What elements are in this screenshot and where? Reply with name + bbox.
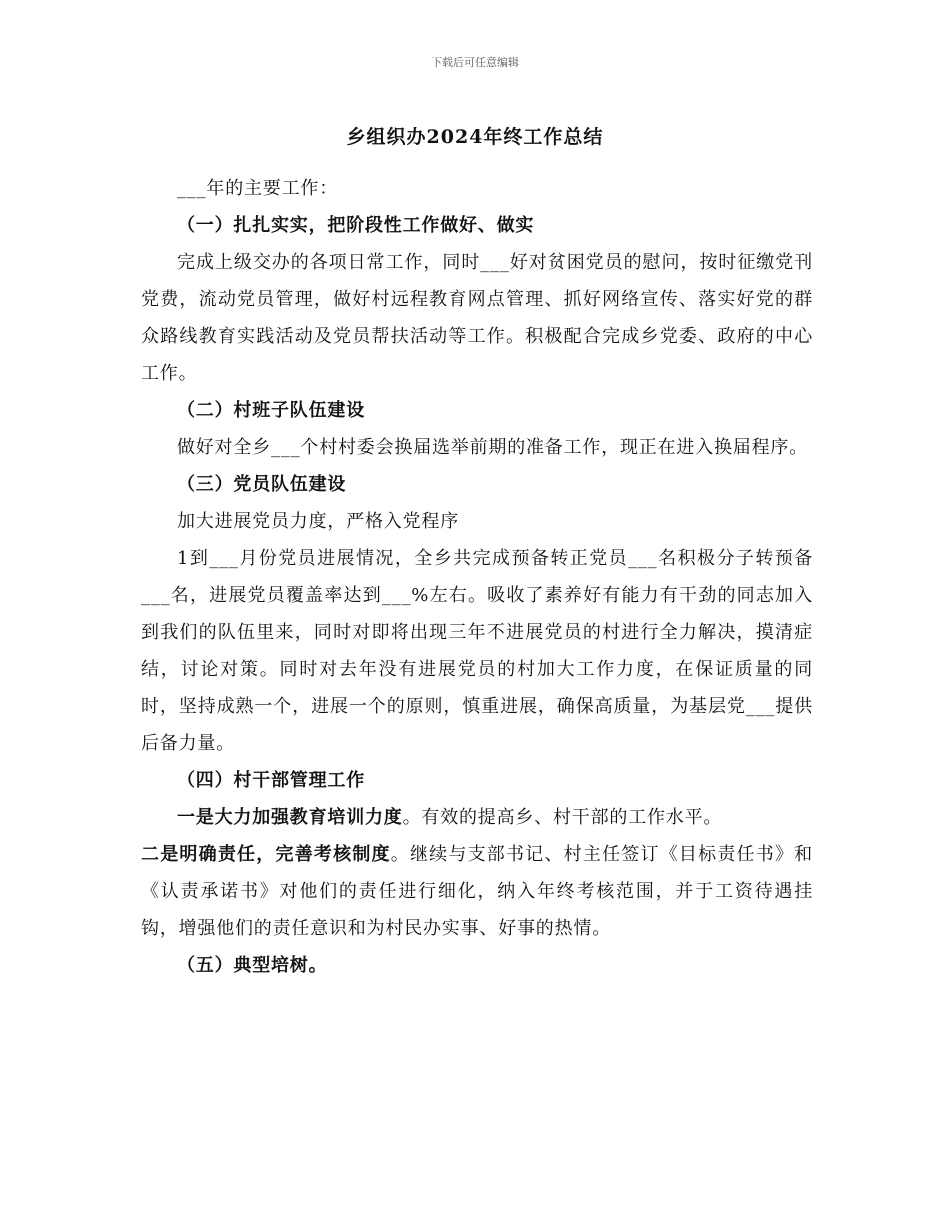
section-2-paragraph: 做好对全乡___个村村委会换届选举前期的准备工作，现正在进入换届程序。 <box>177 437 808 458</box>
section-4-paragraph-2 <box>141 836 813 947</box>
section-1-paragraph: 完成上级交办的各项日常工作，同时___好对贫困党员的慰问，按时征缴党刊党费，流动党员管理，做好村远程教育网点管理、抓好网络宣传、落实好党的群众路线教育实践活动及党员帮扶活动等工作。积极配合完成乡党委、政府的中心工作。 <box>141 252 813 384</box>
section-2-heading: （二）村班子队伍建设 <box>177 400 365 421</box>
section-4-point-1: 一是大力加强教育培训力度 <box>177 807 403 828</box>
header-note: 下载后可任意编辑 <box>431 56 519 69</box>
intro-line: ___年的主要工作： <box>177 178 338 199</box>
section-3-heading: （三）党员队伍建设 <box>177 474 347 495</box>
section-5-heading: （五）典型培树。 <box>177 955 328 976</box>
section-1-heading: （一）扎扎实实，把阶段性工作做好、做实 <box>177 215 535 236</box>
section-3-paragraph-2: 1到___月份党员进展情况，全乡共完成预备转正党员___名积极分子转预备___名，进展党员覆盖率达到___%左右。吸收了素养好有能力有干劲的同志加入到我们的队伍里来，同时对即将出现三年不进展党员的村进行全力解决，摸清症结，讨论对策。同时对去年没有进展党员的村加大工作力度，在保证质量的同时，坚持成熟一个，进展一个的原则，慎重进展，确保高质量，为基层党___提供后备力量。 <box>141 548 813 754</box>
section-4-text-2: 。继续与支部书记、村主任签订《目标责任书》和《认责承诺书》对他们的责任进行细化，纳入年终考核范围，并于工资待遇挂钩，增强他们的责任意识和为村民办实事、好事的热情。 <box>141 844 813 939</box>
section-3-paragraph-1: 加大进展党员力度，严格入党程序 <box>177 511 459 532</box>
section-4-paragraph-1 <box>141 799 813 836</box>
section-4-point-2: 二是明确责任，完善考核制度 <box>141 844 391 865</box>
section-4-heading: （四）村干部管理工作 <box>177 770 365 791</box>
section-4-text-1: 。有效的提高乡、村干部的工作水平。 <box>402 807 723 828</box>
document-body <box>141 170 813 984</box>
document-title: 乡组织办2024年终工作总结 <box>346 126 604 148</box>
